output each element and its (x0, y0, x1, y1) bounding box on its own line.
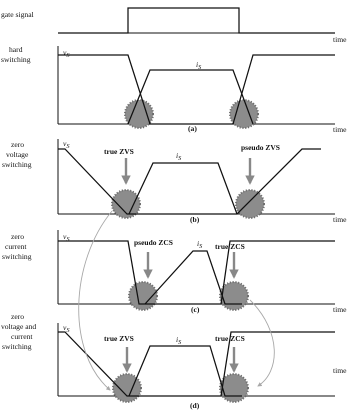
zvcs-zvs-annotation: true ZVS (104, 334, 134, 343)
zcs-time-label: time (333, 305, 347, 314)
zcs-vs-symbol: $v_S$ (63, 232, 70, 243)
hard-label-line2: switching (1, 55, 31, 64)
zvcs-vs-symbol: $v_S$ (63, 323, 70, 334)
zvs-voltage-waveform (58, 149, 321, 214)
zvs-label-line3: switching (2, 160, 32, 169)
zvs-is-symbol: $i_S$ (176, 151, 182, 162)
hard-label-line1: hard (9, 45, 23, 54)
zcs-is-symbol: $i_S$ (197, 239, 203, 250)
gate-signal-label: gate signal (1, 10, 34, 19)
gate-time-label: time (333, 35, 347, 44)
zcs-turnoff-loss-blob (220, 282, 248, 310)
zvs-true-annotation: true ZVS (104, 147, 134, 156)
zvcs-caption: (d) (190, 401, 200, 410)
zcs-true-annotation: true ZCS (215, 242, 245, 251)
hard-turnoff-loss-blob (230, 100, 258, 128)
zvs-time-label: time (333, 215, 347, 224)
zcs-panel (2, 230, 347, 314)
zvcs-time-label: time (333, 366, 347, 375)
hard-is-symbol: $i_S$ (196, 60, 202, 71)
gate-signal-panel (1, 8, 347, 44)
zvcs-is-symbol: $i_S$ (176, 335, 182, 346)
hard-vs-symbol: $v_S$ (63, 48, 70, 59)
zcs-caption: (c) (191, 305, 200, 314)
zvs-label-line2: voltage (6, 150, 29, 159)
zvs-label-line1: zero (11, 140, 25, 149)
zvs-pseudo-annotation: pseudo ZVS (241, 143, 280, 152)
zcs-label-line3: switching (2, 252, 32, 261)
zvcs-label-line1: zero (11, 312, 25, 321)
zcs-label-line2: current (5, 242, 27, 251)
zvs-panel (2, 139, 347, 224)
hard-turnon-loss-blob (125, 100, 153, 128)
zvcs-voltage-waveform (58, 332, 335, 396)
zcs-to-zvcs-link-curve (250, 300, 274, 386)
zvs-turnoff-loss-blob (236, 190, 264, 218)
zvcs-label-line2: voltage and (1, 322, 37, 331)
zvcs-panel (1, 312, 347, 410)
zcs-pseudo-annotation: pseudo ZCS (134, 238, 173, 247)
hard-caption: (a) (188, 124, 197, 133)
zvs-caption: (b) (190, 215, 200, 224)
zvcs-zcs-annotation: true ZCS (215, 334, 245, 343)
zvcs-label-line4: switching (2, 342, 32, 351)
hard-switching-panel (1, 45, 347, 134)
zvcs-label-line3: current (11, 332, 33, 341)
zvs-vs-symbol: $v_S$ (63, 139, 70, 150)
zvs-current-waveform (129, 163, 237, 214)
hard-time-label: time (333, 125, 347, 134)
gate-pulse (58, 8, 335, 33)
zcs-label-line1: zero (11, 232, 25, 241)
